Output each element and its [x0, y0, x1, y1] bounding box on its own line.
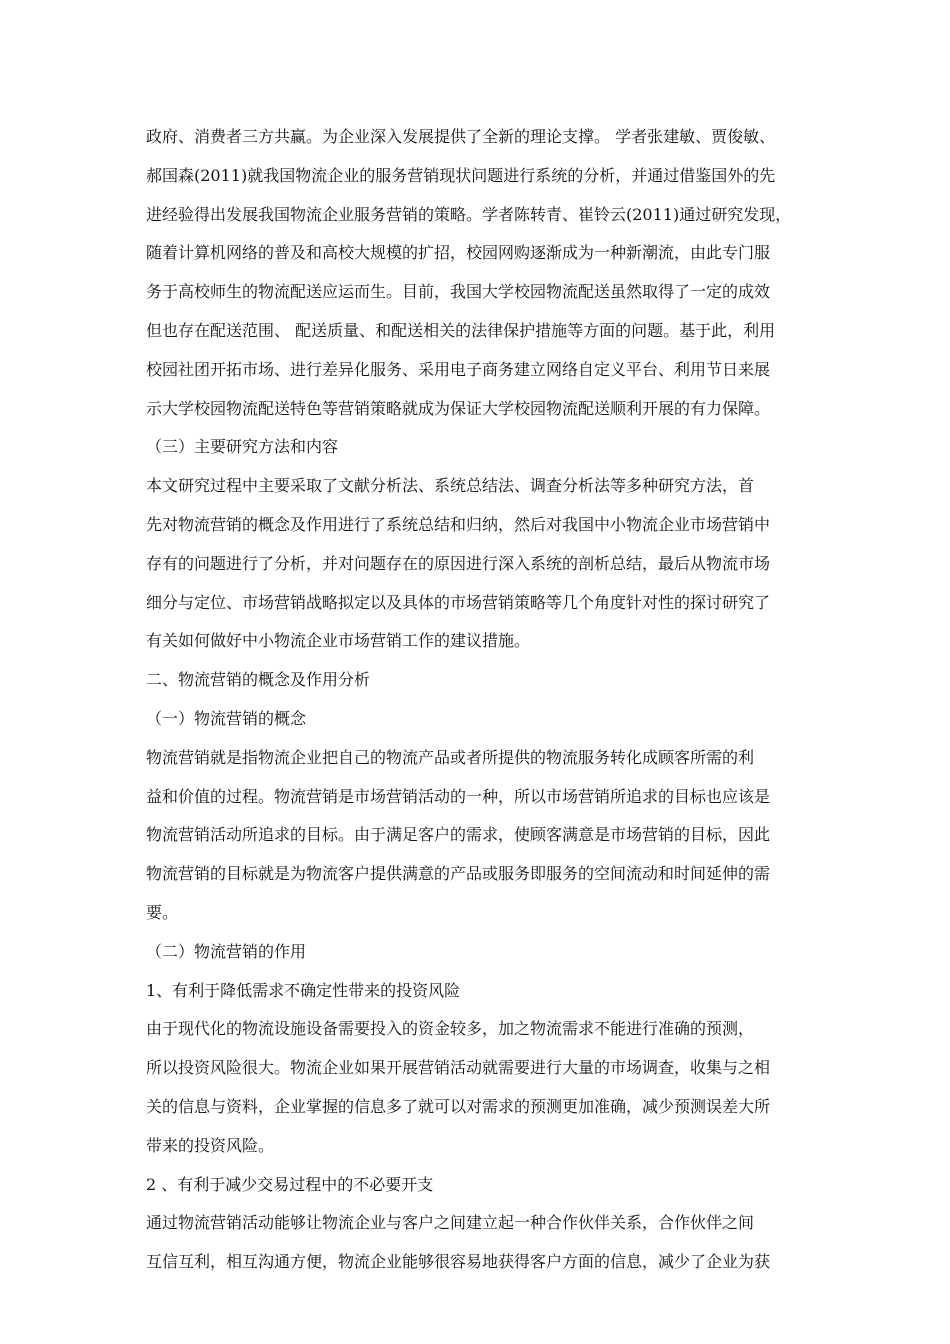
paragraph-line: 所以投资风险很大。物流企业如果开展营销活动就需要进行大量的市场调查，收集与之相 — [146, 1058, 771, 1078]
paragraph-line: 带来的投资风险。 — [146, 1135, 275, 1155]
paragraph-line: 物流营销活动所追求的目标。由于满足客户的需求，使顾客满意是市场营销的目标，因此 — [146, 825, 771, 845]
document-body — [146, 118, 812, 1282]
section-heading: （三）主要研究方法和内容 — [146, 437, 339, 457]
paragraph-line: 物流营销的目标就是为物流客户提供满意的产品或服务即服务的空间流动和时间延伸的需 — [146, 864, 771, 884]
paragraph-line: 要。 — [146, 902, 179, 922]
paragraph-line: 由于现代化的物流设施设备需要投入的资金较多，加之物流需求不能进行准确的预测， — [146, 1019, 755, 1039]
subsection-heading: 2 、有利于减少交易过程中的不必要开支 — [146, 1174, 434, 1194]
paragraph-line: 关的信息与资料，企业掌握的信息多了就可以对需求的预测更加准确，减少预测误差大所 — [146, 1096, 771, 1116]
paragraph-line: 校园社团开拓市场、进行差异化服务、采用电子商务建立网络自定义平台、利用节日来展 — [146, 359, 771, 379]
paragraph-line: 细分与定位、市场营销战略拟定以及具体的市场营销策略等几个角度针对性的探讨研究了 — [146, 592, 771, 612]
paragraph-line: 有关如何做好中小物流企业市场营销工作的建议措施。 — [146, 631, 531, 651]
paragraph-line: 本文研究过程中主要采取了文献分析法、系统总结法、调查分析法等多种研究方法，首 — [146, 476, 755, 496]
paragraph-line: 先对物流营销的概念及作用进行了系统总结和归纳，然后对我国中小物流企业市场营销中 — [146, 514, 771, 534]
paragraph-line: 存有的问题进行了分析，并对问题存在的原因进行深入系统的剖析总结，最后从物流市场 — [146, 553, 771, 573]
paragraph-line: 但也存在配送范围、 配送质量、和配送相关的法律保护措施等方面的问题。基于此，利用 — [146, 320, 776, 340]
paragraph-line: 进经验得出发展我国物流企业服务营销的策略。学者陈转青、崔铃云(2011)通过研究发现， — [146, 204, 792, 224]
paragraph-line: 通过物流营销活动能够让物流企业与客户之间建立起一种合作伙伴关系，合作伙伴之间 — [146, 1213, 755, 1233]
section-heading: （一）物流营销的概念 — [146, 708, 307, 728]
paragraph-line: 互信互利，相互沟通方便，物流企业能够很容易地获得客户方面的信息，减少了企业为获 — [146, 1252, 771, 1272]
subsection-heading: 1、有利于降低需求不确定性带来的投资风险 — [146, 980, 461, 1000]
chapter-heading: 二、物流营销的概念及作用分析 — [146, 670, 371, 690]
section-heading: （二）物流营销的作用 — [146, 941, 307, 961]
paragraph-line: 益和价值的过程。物流营销是市场营销活动的一种，所以市场营销所追求的目标也应该是 — [146, 786, 771, 806]
paragraph-line: 郝国森(2011)就我国物流企业的服务营销现状问题进行系统的分析，并通过借鉴国外的先 — [146, 165, 776, 185]
paragraph-line: 物流营销就是指物流企业把自己的物流产品或者所提供的物流服务转化成顾客所需的利 — [146, 747, 755, 767]
paragraph-line: 随着计算机网络的普及和高校大规模的扩招，校园网购逐渐成为一种新潮流，由此专门服 — [146, 243, 771, 263]
paragraph-line: 示大学校园物流配送特色等营销策略就成为保证大学校园物流配送顺利开展的有力保障。 — [146, 398, 771, 418]
paragraph-line: 政府、消费者三方共赢。为企业深入发展提供了全新的理论支撑。 学者张建敏、贾俊敏、 — [146, 127, 776, 146]
paragraph-line: 务于高校师生的物流配送应运而生。目前，我国大学校园物流配送虽然取得了一定的成效 — [146, 282, 771, 302]
